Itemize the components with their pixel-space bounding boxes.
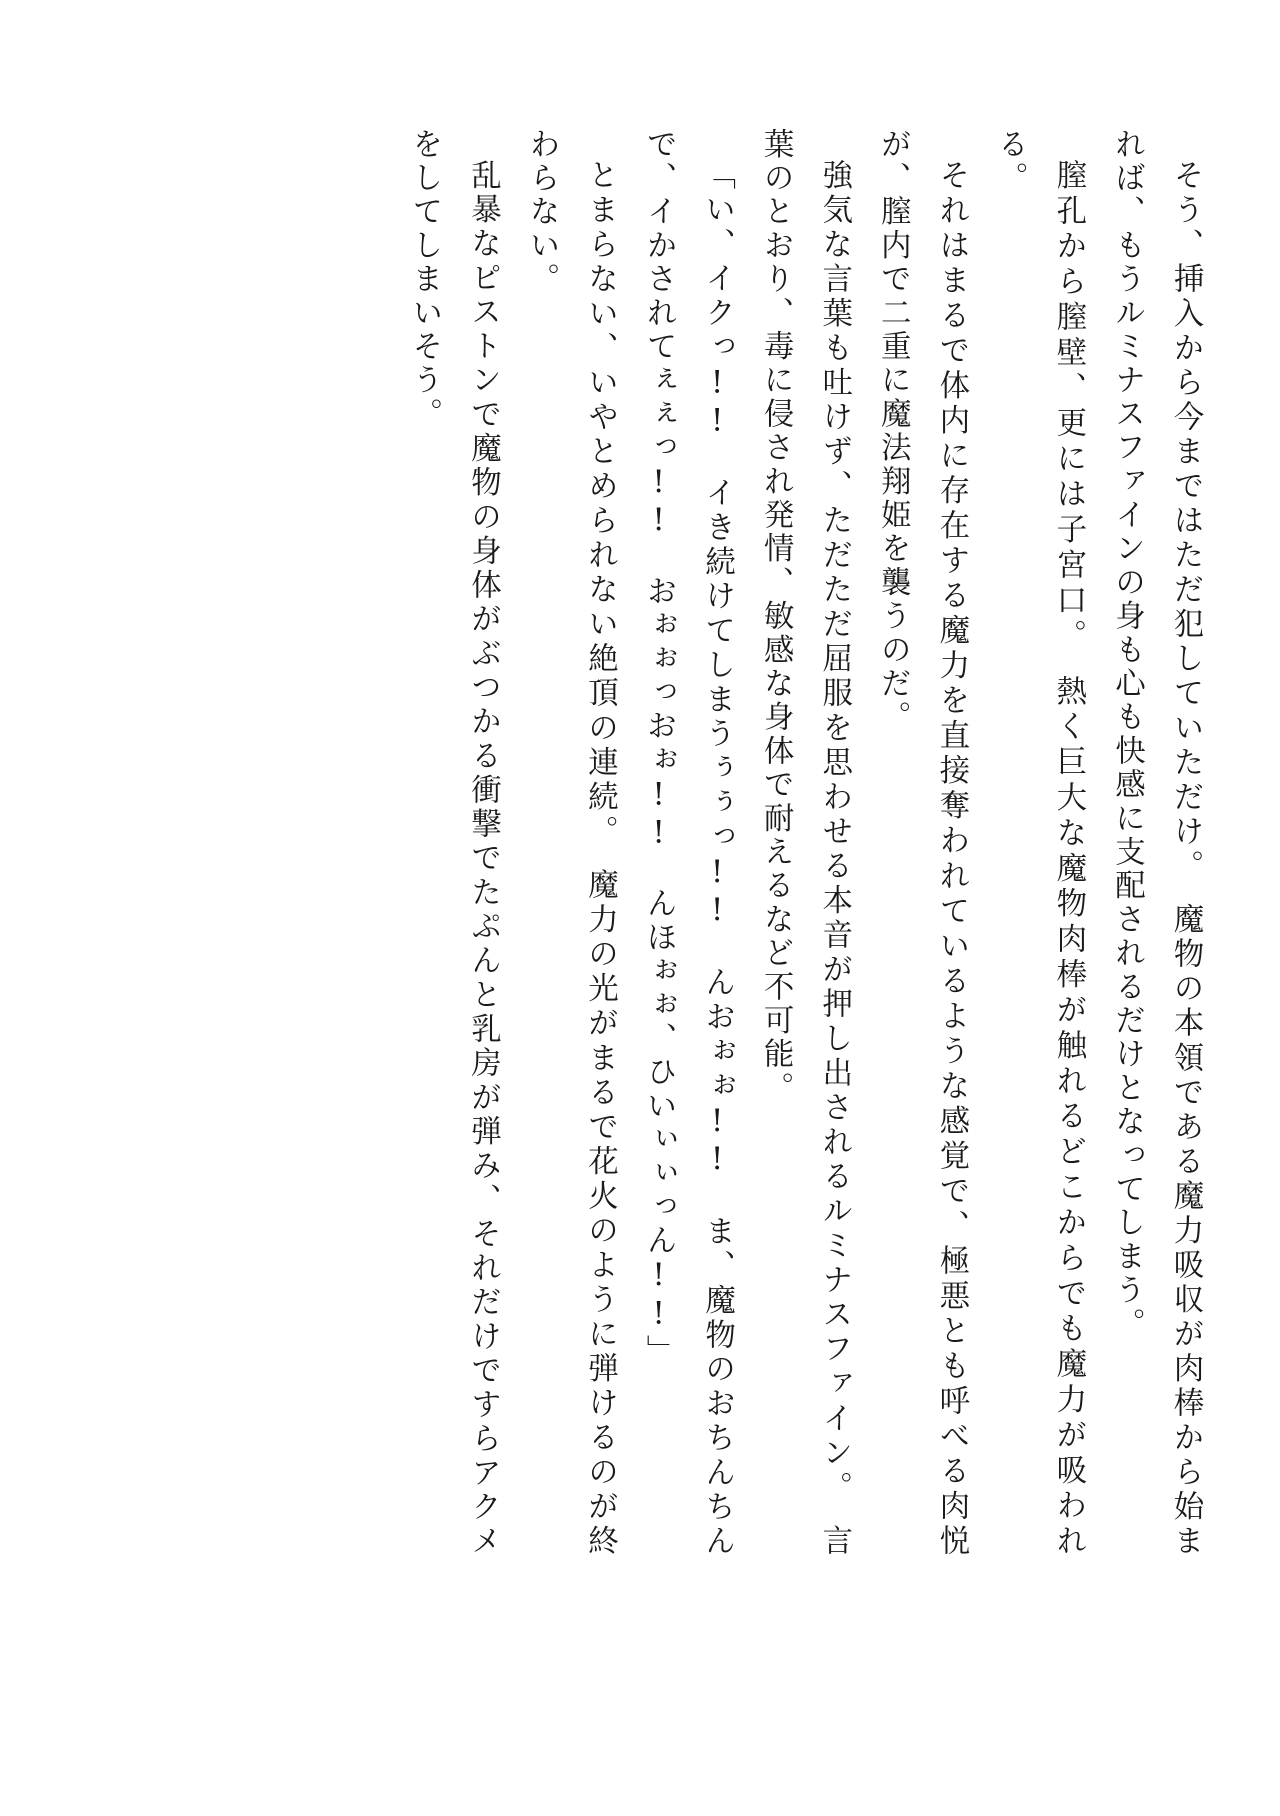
- vertical-text-body: [214, 128, 1214, 1558]
- paragraph: 強気な言葉も吐けず、ただただ屈服を思わせる本音が押し出されるルミナスファイン。 言葉のとおり、毒に侵され発情、敏感な身体で耐えるなど不可能。: [758, 128, 852, 1558]
- paragraph: それはまるで体内に存在する魔力を直接奪われているような感覚で、極悪とも呼べる肉悦が、膣内で二重に魔法翔姫を襲うのだ。: [875, 128, 969, 1558]
- paragraph: とまらない、いやとめられない絶頂の連続。 魔力の光がまるで花火のように弾けるのが終わらない。: [523, 128, 618, 1558]
- paragraph: 「い、イクっ!! イき続けてしまうぅぅっ!! んおぉぉ!! ま、魔物のおちんちんで、イかされてぇぇっ!! おぉぉっおぉ!! んほぉぉ、ひいぃぃっん!!」: [641, 128, 735, 1558]
- paragraph: 膣孔から膣壁、更には子宮口。 熱く巨大な魔物肉棒が触れるどこからでも魔力が吸われる。: [992, 128, 1086, 1558]
- paragraph: 乱暴なピストンで魔物の身体がぶつかる衝撃でたぷんと乳房が弾み、それだけですらアクメをしてしまいそう。: [406, 128, 501, 1558]
- paragraph: そう、挿入から今まではただ犯していただけ。 魔物の本領である魔力吸収が肉棒から始まれば、もうルミナスファインの身も心も快感に支配されるだけとなってしまう。: [1109, 128, 1203, 1558]
